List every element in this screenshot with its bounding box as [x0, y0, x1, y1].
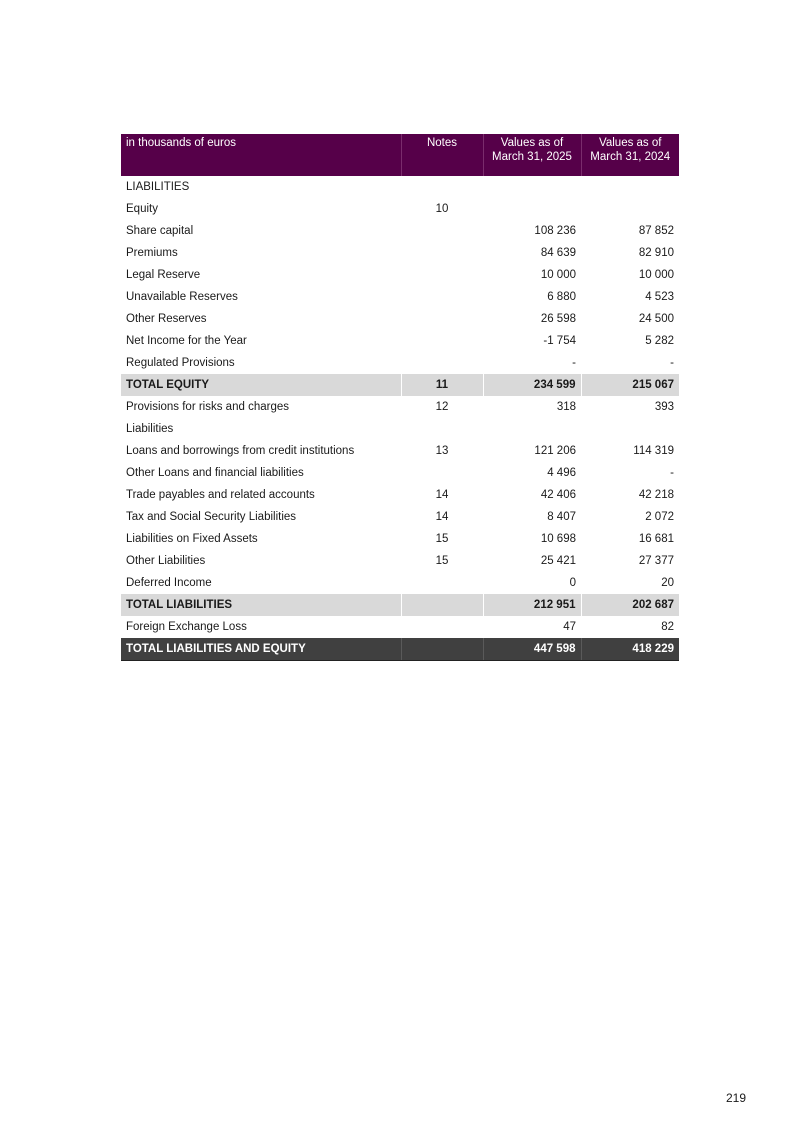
- row-label: LIABILITIES: [126, 181, 190, 193]
- row-label: Regulated Provisions: [126, 357, 235, 369]
- row-label: Loans and borrowings from credit institutions: [126, 445, 355, 457]
- row-notes: [401, 616, 483, 638]
- grand-total-row: [121, 638, 679, 661]
- row-value-2025: [483, 198, 581, 220]
- row-label: TOTAL LIABILITIES: [121, 594, 401, 616]
- row-value-2024: [581, 418, 679, 440]
- row-value-2025: 318: [556, 401, 576, 413]
- row-label: Liabilities: [126, 423, 174, 435]
- row-label: TOTAL LIABILITIES AND EQUITY: [121, 638, 401, 661]
- row-value-2025: 10 698: [540, 533, 576, 545]
- row-value-2025: 108 236: [534, 225, 576, 237]
- row-label: Premiums: [126, 247, 178, 259]
- row-value-2024: 215 067: [581, 374, 679, 396]
- row-value-2024: 82: [661, 621, 674, 633]
- row-label: Tax and Social Security Liabilities: [126, 511, 297, 523]
- table-row: [121, 572, 679, 594]
- row-value-2024: -: [670, 357, 674, 369]
- liabilities-balance-table: [121, 134, 679, 661]
- header-values-2024: Values as of March 31, 2024: [581, 134, 679, 176]
- row-value-2024: 42 218: [638, 489, 674, 501]
- row-value-2024: 2 072: [645, 511, 674, 523]
- row-value-2025: 0: [569, 577, 576, 589]
- row-notes: [401, 264, 483, 286]
- table-header-row: [121, 134, 679, 176]
- page-number: 219: [725, 1091, 746, 1105]
- row-value-2025: [483, 176, 581, 198]
- row-value-2024: 20: [661, 577, 674, 589]
- table-row: [121, 176, 679, 198]
- row-label: Provisions for risks and charges: [126, 401, 289, 413]
- header-values-2025: Values as of March 31, 2025: [483, 134, 581, 176]
- row-value-2025: -: [572, 357, 576, 369]
- table-row: [121, 330, 679, 352]
- table-row: [121, 352, 679, 374]
- table-row: [121, 528, 679, 550]
- row-value-2024: 10 000: [638, 269, 674, 281]
- row-value-2025: 121 206: [534, 445, 576, 457]
- table-row: [121, 506, 679, 528]
- row-label: Foreign Exchange Loss: [126, 621, 247, 633]
- row-value-2025: 10 000: [540, 269, 576, 281]
- row-value-2024: 16 681: [638, 533, 674, 545]
- table-row: [121, 264, 679, 286]
- row-label: Legal Reserve: [126, 269, 201, 281]
- row-notes: [401, 286, 483, 308]
- table-row: [121, 198, 679, 220]
- table-row: [121, 396, 679, 418]
- row-notes: [401, 176, 483, 198]
- row-label: Unavailable Reserves: [126, 291, 238, 303]
- row-value-2024: [581, 198, 679, 220]
- row-value-2024: 114 319: [633, 445, 674, 457]
- table-row: [121, 440, 679, 462]
- row-label: Other Liabilities: [126, 555, 206, 567]
- row-value-2025: 4 496: [547, 467, 576, 479]
- row-value-2025: 447 598: [483, 638, 581, 661]
- row-notes: [401, 242, 483, 264]
- row-notes: [401, 308, 483, 330]
- row-value-2024: -: [670, 467, 674, 479]
- header-notes: Notes: [401, 134, 483, 176]
- row-notes: [401, 638, 483, 661]
- row-label: Other Reserves: [126, 313, 207, 325]
- subtotal-row: [121, 374, 679, 396]
- row-notes: [401, 462, 483, 484]
- row-value-2025: 212 951: [483, 594, 581, 616]
- row-value-2025: 42 406: [540, 489, 576, 501]
- table-body: [121, 134, 679, 661]
- row-value-2025: 234 599: [483, 374, 581, 396]
- row-label: Deferred Income: [126, 577, 212, 589]
- row-notes: [401, 418, 483, 440]
- row-label: TOTAL EQUITY: [121, 374, 401, 396]
- row-value-2025: 26 598: [540, 313, 576, 325]
- row-notes: 15: [435, 533, 449, 545]
- row-notes: 11: [401, 374, 483, 396]
- row-value-2025: 84 639: [540, 247, 576, 259]
- row-value-2025: 8 407: [547, 511, 576, 523]
- row-value-2024: 418 229: [581, 638, 679, 661]
- row-value-2024: 27 377: [638, 555, 674, 567]
- row-value-2025: 6 880: [547, 291, 576, 303]
- row-notes: [401, 594, 483, 616]
- row-notes: 12: [435, 401, 449, 413]
- row-label: Share capital: [126, 225, 194, 237]
- table-row: [121, 242, 679, 264]
- row-value-2024: 5 282: [645, 335, 674, 347]
- table-row: [121, 616, 679, 638]
- table-row: [121, 550, 679, 572]
- row-label: Trade payables and related accounts: [126, 489, 315, 501]
- row-notes: [401, 330, 483, 352]
- row-label: Other Loans and financial liabilities: [126, 467, 304, 479]
- row-notes: 13: [435, 445, 449, 457]
- row-value-2025: 25 421: [540, 555, 576, 567]
- table-row: [121, 286, 679, 308]
- row-value-2025: 47: [563, 621, 576, 633]
- row-notes: [401, 572, 483, 594]
- row-value-2024: 24 500: [638, 313, 674, 325]
- table-row: [121, 484, 679, 506]
- table-row: [121, 462, 679, 484]
- row-notes: 10: [435, 203, 449, 215]
- row-notes: 14: [435, 511, 449, 523]
- row-value-2024: 393: [654, 401, 674, 413]
- row-label: Liabilities on Fixed Assets: [126, 533, 258, 545]
- row-value-2025: -1 754: [543, 335, 576, 347]
- table-row: [121, 418, 679, 440]
- row-value-2024: 4 523: [645, 291, 674, 303]
- row-value-2024: 87 852: [638, 225, 674, 237]
- row-value-2024: [581, 176, 679, 198]
- row-notes: [401, 352, 483, 374]
- row-label: Net Income for the Year: [126, 335, 247, 347]
- table-row: [121, 308, 679, 330]
- table-row: [121, 220, 679, 242]
- header-label: in thousands of euros: [121, 134, 401, 176]
- subtotal-row: [121, 594, 679, 616]
- row-notes: 14: [435, 489, 449, 501]
- row-value-2025: [483, 418, 581, 440]
- row-value-2024: 202 687: [581, 594, 679, 616]
- row-label: Equity: [126, 203, 158, 215]
- row-notes: [401, 220, 483, 242]
- row-value-2024: 82 910: [638, 247, 674, 259]
- row-notes: 15: [435, 555, 449, 567]
